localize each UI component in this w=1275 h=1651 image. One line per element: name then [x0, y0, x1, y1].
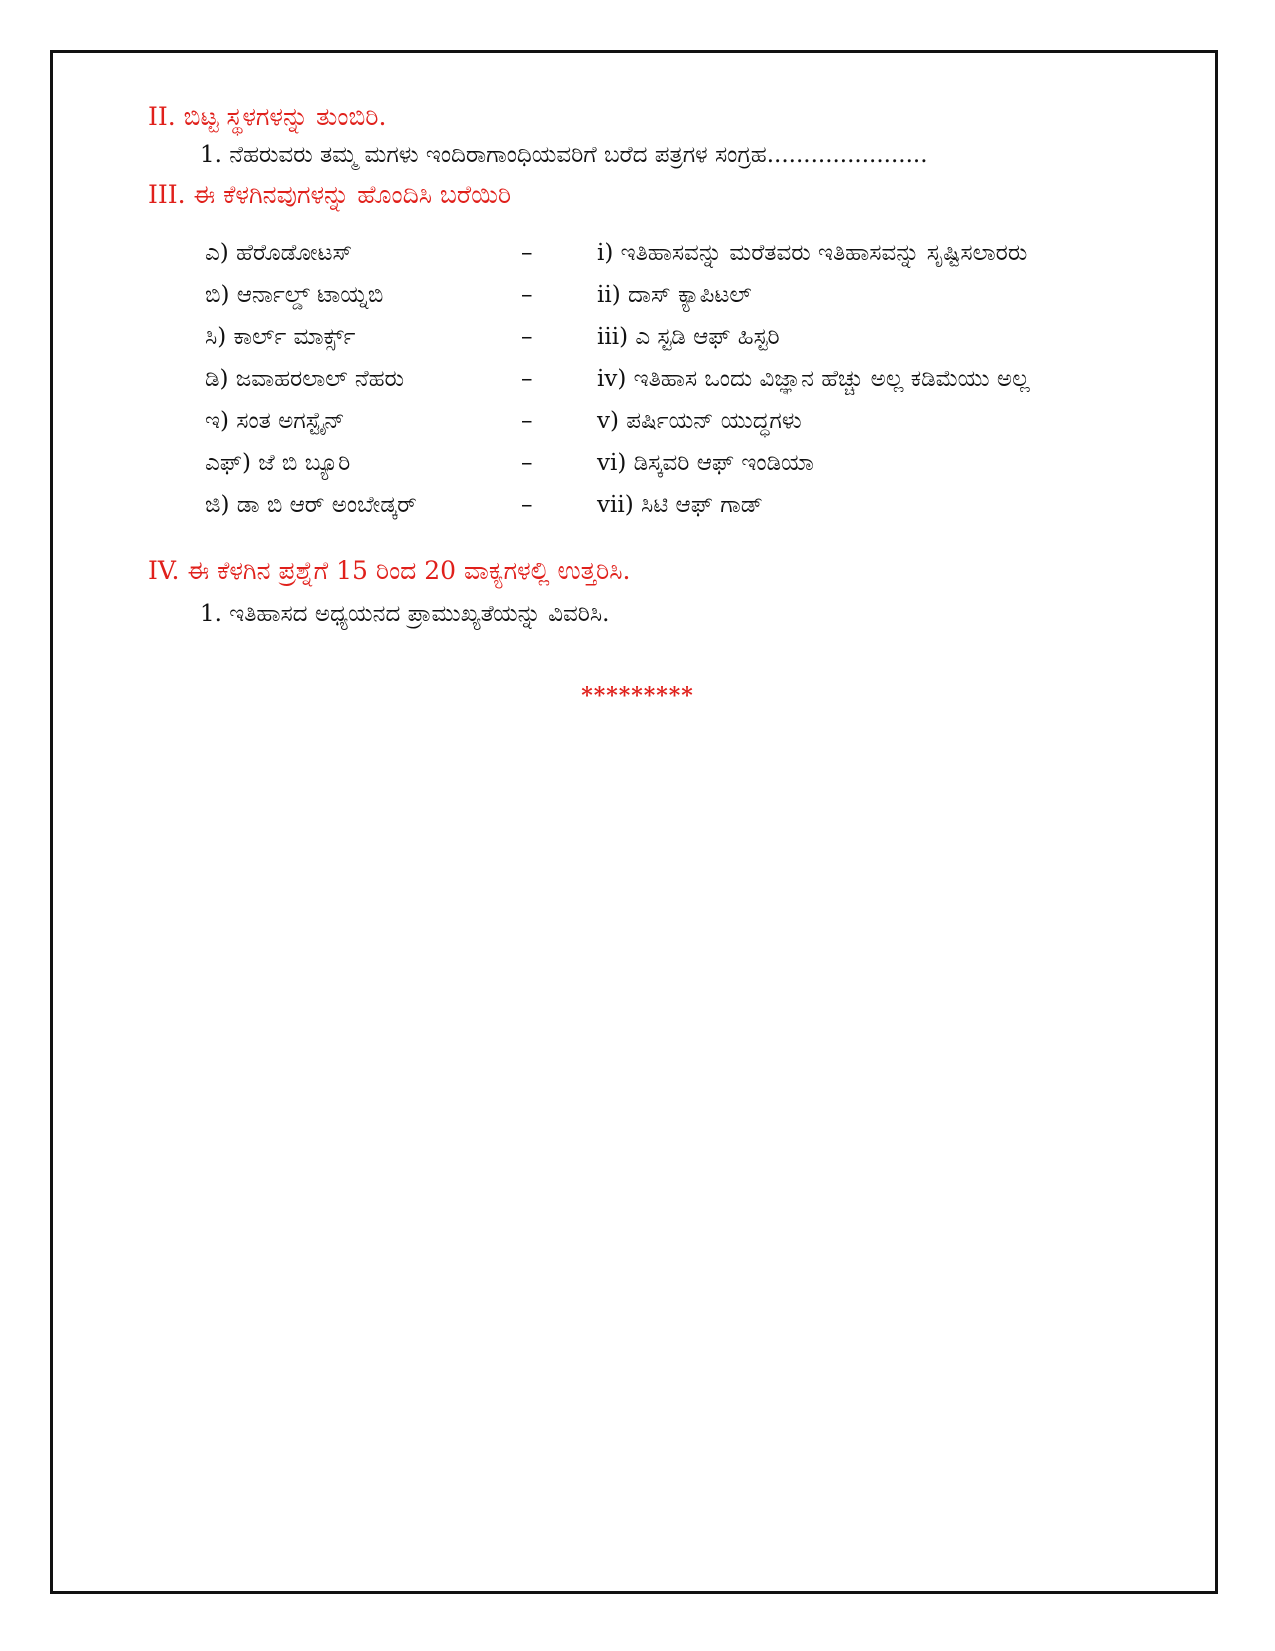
- match-row: [205, 274, 1157, 316]
- match-dash: –: [521, 282, 533, 308]
- match-left: ಜಿ) ಡಾ ಬಿ ಆರ್ ಅಂಬೇಡ್ಕರ್: [205, 492, 417, 518]
- match-row: [205, 358, 1157, 400]
- match-right: iii) ಎ ಸ್ಟಡಿ ಆಫ್ ಹಿಸ್ಟರಿ: [597, 324, 780, 350]
- match-table: [205, 232, 1157, 526]
- match-right: v) ಪರ್ಷಿಯನ್ ಯುದ್ಧಗಳು: [597, 408, 802, 434]
- section-iii-heading: III. ಈ ಕೆಳಗಿನವುಗಳನ್ನು ಹೊಂದಿಸಿ ಬರೆಯಿರಿ: [148, 180, 512, 209]
- match-left: ಸಿ) ಕಾರ್ಲ್ ಮಾರ್ಕ್ಸ್: [205, 324, 356, 350]
- match-right: iv) ಇತಿಹಾಸ ಒಂದು ವಿಜ್ಞಾನ ಹೆಚ್ಚು ಅಲ್ಲ ಕಡಿಮೆಯು ಅಲ್ಲ: [597, 366, 1030, 392]
- section-ii-question: 1. ನೆಹರುವರು ತಮ್ಮ ಮಗಳು ಇಂದಿರಾಗಾಂಧಿಯವರಿಗೆ ಬರೆದ ಪತ್ರಗಳ ಸಂಗ್ರಹ......................: [200, 142, 928, 168]
- section-iv-question: 1. ಇತಿಹಾಸದ ಅಧ್ಯಯನದ ಪ್ರಾಮುಖ್ಯತೆಯನ್ನು ವಿವರಿಸಿ.: [200, 601, 610, 627]
- match-dash: –: [521, 240, 533, 266]
- match-left: ಎ) ಹೆರೊಡೋಟಸ್: [205, 240, 353, 266]
- match-dash: –: [521, 324, 533, 350]
- match-row: [205, 442, 1157, 484]
- section-iv-heading: IV. ಈ ಕೆಳಗಿನ ಪ್ರಶ್ನೆಗೆ 15 ರಿಂದ 20 ವಾಕ್ಯಗಳಲ್ಲಿ ಉತ್ತರಿಸಿ.: [148, 556, 631, 585]
- match-left: ಡಿ) ಜವಾಹರಲಾಲ್ ನೆಹರು: [205, 366, 405, 392]
- match-dash: –: [521, 492, 533, 518]
- match-dash: –: [521, 408, 533, 434]
- match-left: ಬಿ) ಆರ್ನಾಲ್ಡ್ ಟಾಯ್ನಬಿ: [205, 282, 384, 308]
- end-marker: *********: [581, 683, 694, 709]
- match-row: [205, 484, 1157, 526]
- section-ii-heading: II. ಬಿಟ್ಟ ಸ್ಥಳಗಳನ್ನು ತುಂಬಿರಿ.: [148, 102, 387, 131]
- match-left: ಎಫ್) ಜೆ ಬಿ ಬ್ಯೂರಿ: [205, 450, 351, 476]
- match-row: [205, 232, 1157, 274]
- match-right: vii) ಸಿಟಿ ಆಫ್ ಗಾಡ್: [597, 492, 763, 518]
- match-left: ಇ) ಸಂತ ಅಗಸ್ಟೈನ್: [205, 408, 345, 434]
- match-right: i) ಇತಿಹಾಸವನ್ನು ಮರೆತವರು ಇತಿಹಾಸವನ್ನು ಸೃಷ್ಟಿಸಲಾರರು: [597, 240, 1028, 266]
- match-dash: –: [521, 450, 533, 476]
- match-row: [205, 316, 1157, 358]
- match-row: [205, 400, 1157, 442]
- match-right: vi) ಡಿಸ್ಕವರಿ ಆಫ್ ಇಂಡಿಯಾ: [597, 450, 814, 476]
- match-right: ii) ದಾಸ್ ಕ್ಯಾಪಿಟಲ್: [597, 282, 752, 308]
- match-dash: –: [521, 366, 533, 392]
